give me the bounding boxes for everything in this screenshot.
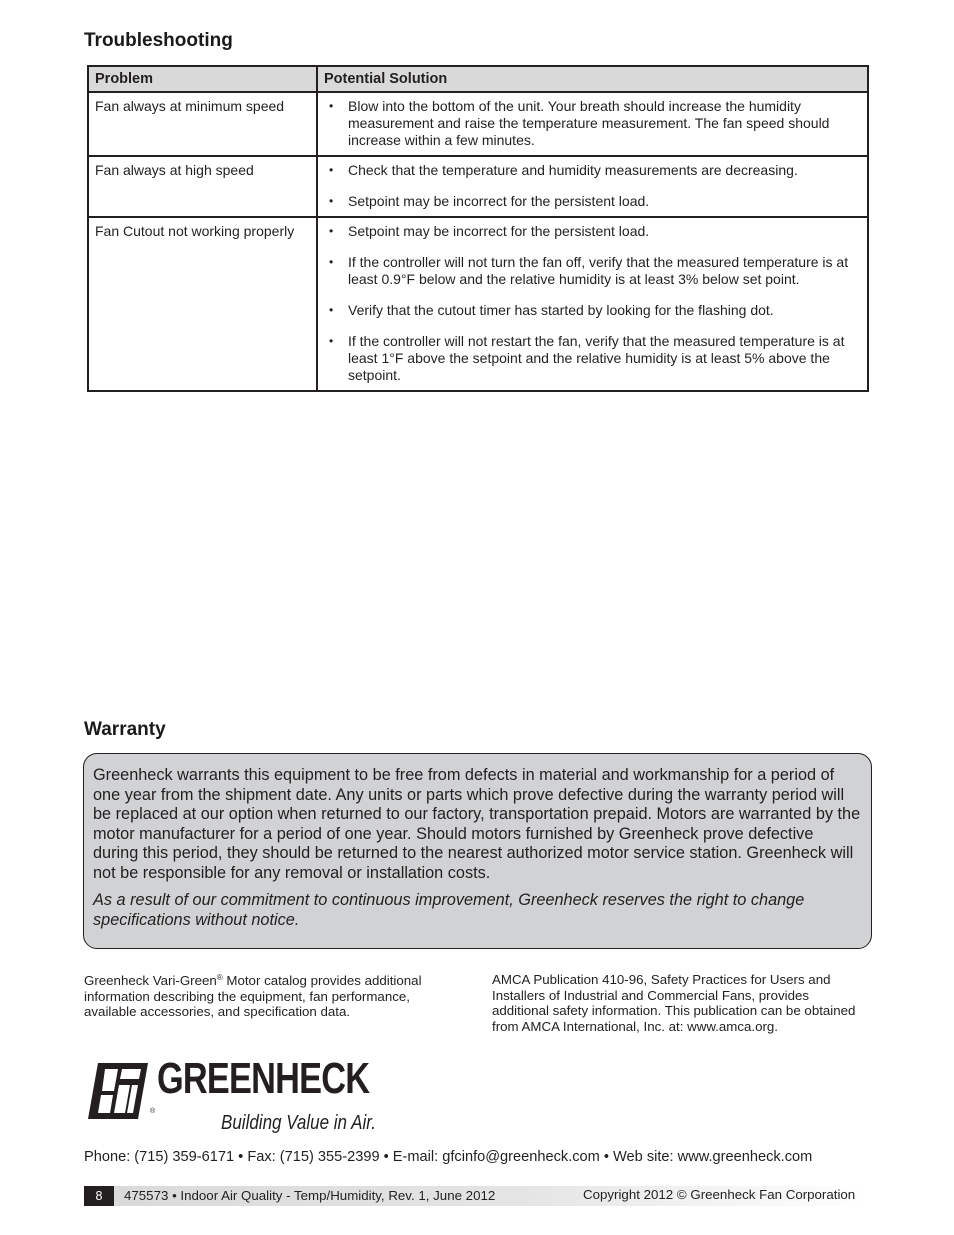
greenheck-logo-icon: [88, 1061, 150, 1121]
problem-cell: Fan always at high speed: [88, 156, 317, 217]
solution-text: If the controller will not turn the fan off, verify that the measured temperature is at least 0.9°F below and the relative humidity is at least 3% below set point.: [348, 254, 849, 287]
warranty-title: Warranty: [84, 719, 166, 740]
troubleshooting-title: Troubleshooting: [84, 30, 233, 51]
bullet-icon: •: [329, 255, 334, 269]
problem-cell: Fan Cutout not working properly: [88, 217, 317, 391]
solution-list: [328, 223, 857, 384]
troubleshooting-rows: [88, 92, 868, 391]
amca-note: AMCA Publication 410-96, Safety Practices for Users and Installers of Industrial and Commercial Fans, provides additional safety information. This publication can be obtained from AMCA International, Inc. at: www.amca.org.: [492, 972, 856, 1034]
solution-list: [328, 162, 857, 210]
bullet-icon: •: [329, 303, 334, 317]
troubleshooting-table: [87, 65, 869, 392]
page-number: 8: [84, 1186, 114, 1206]
solution-text: Verify that the cutout timer has started by looking for the flashing dot.: [348, 302, 774, 318]
document-reference: 475573 • Indoor Air Quality - Temp/Humidity, Rev. 1, June 2012: [124, 1188, 496, 1203]
catalog-note-start: Greenheck Vari-Green: [84, 973, 217, 988]
table-row: [88, 217, 868, 391]
solution-cell: [317, 217, 868, 391]
bullet-icon: •: [329, 99, 334, 113]
solution-text: If the controller will not restart the fan, verify that the measured temperature is at least 1°F above the setpoint and the relative humidity is at least 5% above the setpoint.: [348, 333, 845, 383]
list-item: [328, 98, 857, 149]
bullet-icon: •: [329, 224, 334, 238]
warranty-box: [83, 753, 872, 949]
solution-text: Check that the temperature and humidity measurements are decreasing.: [348, 162, 798, 178]
logo-tagline: Building Value in Air.: [221, 1112, 376, 1134]
solution-text: Setpoint may be incorrect for the persistent load.: [348, 193, 650, 209]
greenheck-logo: [88, 1054, 398, 1138]
list-item: [328, 302, 857, 319]
copyright-notice: Copyright 2012 © Greenheck Fan Corporation: [583, 1187, 856, 1202]
solution-column-header: Potential Solution: [317, 66, 868, 92]
warranty-note: As a result of our commitment to continuous improvement, Greenheck reserves the right to change specifications without notice.: [93, 891, 805, 929]
solution-text: Blow into the bottom of the unit. Your breath should increase the humidity measurement and raise the temperature measurement. The fan speed should increase within a few minutes.: [348, 98, 830, 148]
solution-cell: [317, 156, 868, 217]
problem-cell: Fan always at minimum speed: [88, 92, 317, 156]
registered-mark: ®: [216, 973, 223, 982]
list-item: [328, 223, 857, 240]
list-item: [328, 162, 857, 179]
solution-list: [328, 98, 857, 149]
table-row: [88, 92, 868, 156]
catalog-note-rest: Motor catalog provides additional information describing the equipment, fan performance, available accessories, and specification data.: [84, 973, 422, 1019]
list-item: [328, 254, 857, 288]
problem-column-header: Problem: [88, 66, 317, 92]
logo-registered-mark: ®: [150, 1108, 156, 1115]
warranty-body: Greenheck warrants this equipment to be free from defects in material and workmanship for a period of one year from the shipment date. Any units or parts which prove defective during the warranty period will be replaced at our option when returned to our factory, transportation prepaid. Motors are warranted by the motor manufacturer for a period of one year. Should motors furnished by Greenheck prove defective during this period, they should be returned to the nearest authorized motor service station. Greenheck will not be responsible for any removal or installation costs.: [93, 766, 861, 882]
solution-text: Setpoint may be incorrect for the persistent load.: [348, 223, 650, 239]
table-header-row: [88, 66, 868, 92]
bullet-icon: •: [329, 194, 334, 208]
contact-info: Phone: (715) 359-6171 • Fax: (715) 355-2399 • E-mail: gfcinfo@greenheck.com • Web site: www.greenheck.com: [84, 1149, 813, 1165]
list-item: [328, 333, 857, 384]
bullet-icon: •: [329, 334, 334, 348]
catalog-note: [84, 973, 459, 1020]
bullet-icon: •: [329, 163, 334, 177]
table-row: [88, 156, 868, 217]
solution-cell: [317, 92, 868, 156]
list-item: [328, 193, 857, 210]
logo-wordmark: GREENHECK: [157, 1054, 370, 1103]
